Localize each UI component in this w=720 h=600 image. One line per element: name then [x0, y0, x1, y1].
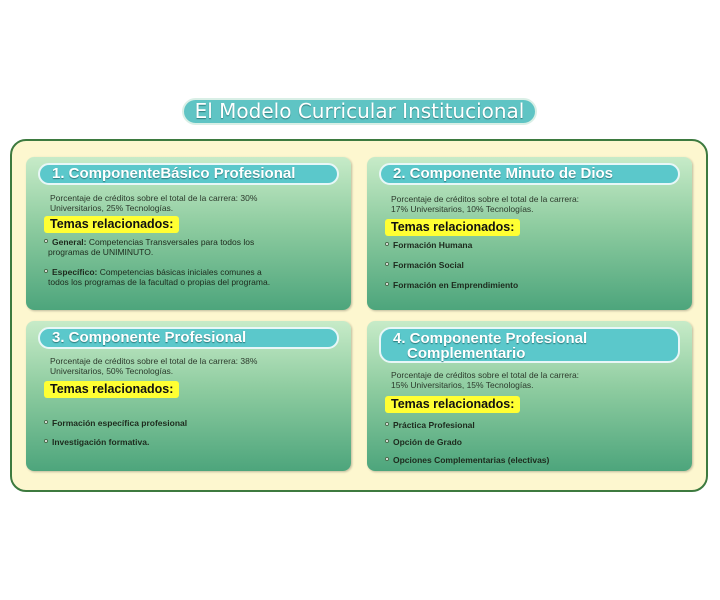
credit-percentage: Porcentaje de créditos sobre el total de la carrera: 15% Universitarios, 15% Tecnologías.	[391, 370, 580, 390]
card-title: 4. Componente Profesional Complementario	[379, 327, 680, 363]
bullet-icon	[385, 262, 389, 266]
list-item: Específico: Competencias básicas iniciales comunes a todos los programas de la facultad o propias del programa.	[48, 267, 278, 287]
temas-label: Temas relacionados:	[44, 381, 179, 398]
bullet-icon	[44, 269, 48, 273]
list-item: Formación en Emprendimiento	[389, 280, 679, 290]
card-componente-minuto-de-dios	[367, 157, 692, 310]
bullet-icon	[44, 239, 48, 243]
list-item: Formación Social	[389, 260, 679, 270]
list-item: Opciones Complementarias (electivas)	[389, 455, 679, 465]
card-componente-basico	[26, 157, 351, 310]
list-item: Opción de Grado	[389, 437, 679, 447]
credit-percentage: Porcentaje de créditos sobre el total de la carrera: 30% Universitarios, 25% Tecnologías.	[50, 193, 258, 213]
list-item: Formación Humana	[389, 240, 679, 250]
bullet-icon	[385, 282, 389, 286]
list-item: Práctica Profesional	[389, 420, 679, 430]
card-title: 3. Componente Profesional	[38, 327, 339, 349]
card-componente-complementario	[367, 321, 692, 471]
bullet-icon	[385, 457, 389, 461]
temas-label: Temas relacionados:	[44, 216, 179, 233]
temas-label: Temas relacionados:	[385, 219, 520, 236]
bullet-icon	[385, 439, 389, 443]
bullet-icon	[385, 422, 389, 426]
credit-percentage: Porcentaje de créditos sobre el total de la carrera: 17% Universitarios, 10% Tecnologías.	[391, 194, 580, 214]
bullet-icon	[44, 439, 48, 443]
temas-label: Temas relacionados:	[385, 396, 520, 413]
list-item: General: Competencias Transversales para todos los programas de UNIMINUTO.	[48, 237, 263, 257]
bullet-icon	[385, 242, 389, 246]
card-title: 2. Componente Minuto de Dios	[379, 163, 680, 185]
bullet-icon	[44, 420, 48, 424]
credit-percentage: Porcentaje de créditos sobre el total de la carrera: 38% Universitarios, 50% Tecnologías.	[50, 356, 258, 376]
page-title: El Modelo Curricular Institucional	[182, 98, 537, 125]
list-item: Formación específica profesional	[48, 418, 338, 428]
list-item: Investigación formativa.	[48, 437, 338, 447]
card-title: 1. ComponenteBásico Profesional	[38, 163, 339, 185]
card-componente-profesional	[26, 321, 351, 471]
